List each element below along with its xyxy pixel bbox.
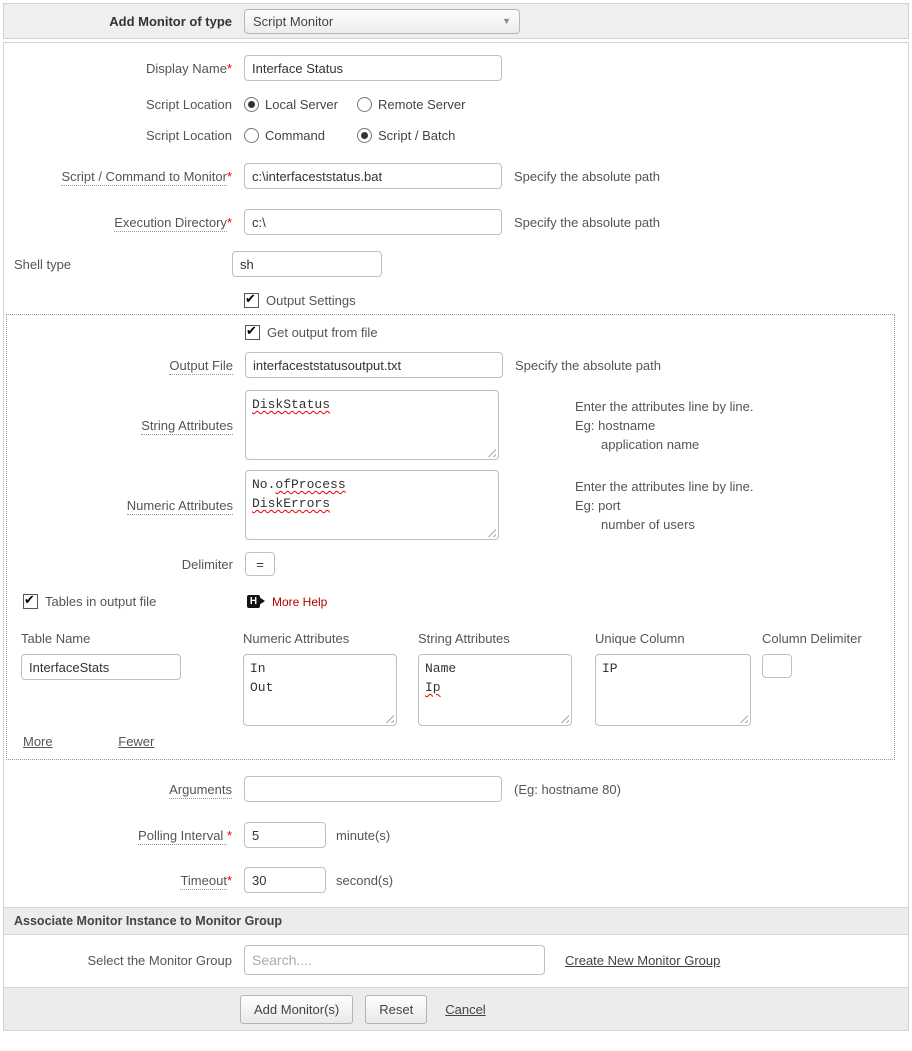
script-batch-label: Script / Batch	[378, 128, 456, 143]
more-help-link[interactable]: H More Help	[247, 595, 327, 609]
polling-interval-row: Polling Interval * 5 minute(s)	[4, 822, 908, 848]
execution-directory-row: Execution Directory* c:\ Specify the absolute path	[4, 209, 908, 235]
local-server-radio[interactable]	[244, 97, 259, 112]
help-movie-icon	[247, 595, 260, 608]
arguments-label: Arguments	[169, 781, 232, 797]
polling-interval-unit: minute(s)	[336, 827, 391, 843]
polling-interval-input[interactable]	[244, 822, 326, 848]
script-command-input[interactable]	[244, 163, 502, 189]
tables-in-output-row	[7, 594, 894, 609]
add-monitor-form	[3, 42, 909, 1031]
script-location-mode-label: Script Location	[146, 128, 232, 143]
add-monitor-page	[3, 3, 909, 1031]
monitor-type-value: Script Monitor	[253, 13, 334, 29]
display-name-row	[4, 55, 908, 81]
delimiter-label: Delimiter	[181, 556, 233, 572]
polling-interval-label: Polling Interval	[138, 827, 227, 843]
arguments-hint: (Eg: hostname 80)	[514, 781, 621, 797]
output-settings-checkbox[interactable]	[244, 293, 259, 308]
script-command-label: Script / Command to Monitor	[61, 168, 227, 184]
numeric-attributes-header: Numeric Attributes	[243, 631, 350, 646]
timeout-label: Timeout	[180, 872, 227, 888]
output-file-hint: Specify the absolute path	[515, 357, 661, 373]
associate-section-header: Associate Monitor Instance to Monitor Group	[4, 907, 908, 935]
command-radio[interactable]	[244, 128, 259, 143]
get-output-checkbox[interactable]	[245, 325, 260, 340]
timeout-row: Timeout* 30 second(s)	[4, 867, 908, 893]
timeout-unit: second(s)	[336, 872, 394, 888]
select-monitor-group-label: Select the Monitor Group	[87, 952, 232, 968]
monitor-group-search-input[interactable]	[244, 945, 545, 975]
required-asterisk: *	[226, 60, 232, 76]
script-location-server-row	[4, 97, 908, 112]
get-output-row	[7, 325, 894, 340]
timeout-input[interactable]	[244, 867, 326, 893]
create-new-monitor-group-link[interactable]: Create New Monitor Group	[565, 952, 721, 968]
display-name-label: Display Name	[146, 60, 227, 76]
numeric-attributes-row	[7, 470, 894, 540]
output-settings-label: Output Settings	[266, 293, 356, 308]
string-attributes-hint: Enter the attributes line by line. Eg: hostname application name	[575, 398, 754, 452]
script-location-mode-row	[4, 128, 908, 143]
monitor-type-select[interactable]	[244, 9, 520, 34]
table-name-header: Table Name	[21, 631, 91, 646]
string-attributes-header: String Attributes	[418, 631, 510, 646]
table-row	[7, 654, 894, 726]
local-server-label: Local Server	[265, 97, 338, 112]
execution-directory-input[interactable]	[244, 209, 502, 235]
monitor-type-bar	[3, 3, 909, 39]
shell-type-label: Shell type	[14, 256, 72, 272]
more-link[interactable]: More	[23, 734, 53, 749]
output-file-row	[7, 352, 894, 378]
script-command-hint: Specify the absolute path	[514, 168, 660, 184]
shell-type-input[interactable]	[232, 251, 382, 277]
column-delimiter-input[interactable]	[762, 654, 792, 678]
table-name-input[interactable]	[21, 654, 181, 680]
output-settings-row	[4, 293, 908, 308]
dropdown-arrow-icon: ▼	[502, 16, 511, 26]
tables-in-output-checkbox[interactable]	[23, 594, 38, 609]
arguments-row	[4, 776, 908, 802]
output-settings-section	[6, 314, 895, 760]
execution-directory-label: Execution Directory	[114, 214, 227, 230]
fewer-link[interactable]: Fewer	[118, 734, 155, 749]
delimiter-input[interactable]	[245, 552, 275, 576]
table-string-attributes-textarea[interactable]: Name Ip	[418, 654, 572, 726]
script-command-row: Script / Command to Monitor* c:\interfaceststatus.bat Specify the absolute path	[4, 163, 908, 189]
display-name-input[interactable]	[244, 55, 502, 81]
get-output-label: Get output from file	[267, 325, 378, 340]
numeric-attributes-label: Numeric Attributes	[126, 497, 233, 513]
command-label: Command	[265, 128, 325, 143]
more-fewer-row	[7, 734, 894, 749]
remote-server-label: Remote Server	[378, 97, 466, 112]
script-location-label: Script Location	[146, 97, 232, 112]
execution-directory-hint: Specify the absolute path	[514, 214, 660, 230]
monitor-type-label: Add Monitor of type	[109, 13, 232, 29]
arguments-input[interactable]	[244, 776, 502, 802]
form-footer	[4, 987, 908, 1030]
string-attributes-row	[7, 390, 894, 460]
cancel-link[interactable]: Cancel	[445, 1001, 486, 1017]
select-monitor-group-row	[4, 935, 908, 987]
string-attributes-textarea[interactable]: DiskStatus	[245, 390, 499, 460]
add-monitors-button[interactable]: Add Monitor(s)	[240, 995, 353, 1024]
output-file-input[interactable]	[245, 352, 503, 378]
column-delimiter-header: Column Delimiter	[762, 631, 862, 646]
reset-button[interactable]: Reset	[365, 995, 427, 1024]
script-batch-radio[interactable]	[357, 128, 372, 143]
numeric-attributes-hint: Enter the attributes line by line. Eg: port number of users	[575, 478, 754, 532]
string-attributes-label: String Attributes	[141, 417, 233, 433]
table-numeric-attributes-textarea[interactable]: In Out	[243, 654, 397, 726]
remote-server-radio[interactable]	[357, 97, 372, 112]
unique-column-textarea[interactable]: IP	[595, 654, 751, 726]
unique-column-header: Unique Column	[595, 631, 685, 646]
shell-type-row	[4, 251, 908, 277]
numeric-attributes-textarea[interactable]: No.ofProcess DiskErrors	[245, 470, 499, 540]
tables-in-output-label: Tables in output file	[45, 594, 157, 609]
output-file-label: Output File	[169, 357, 233, 373]
delimiter-row	[7, 552, 894, 576]
table-headers-row	[7, 631, 894, 646]
